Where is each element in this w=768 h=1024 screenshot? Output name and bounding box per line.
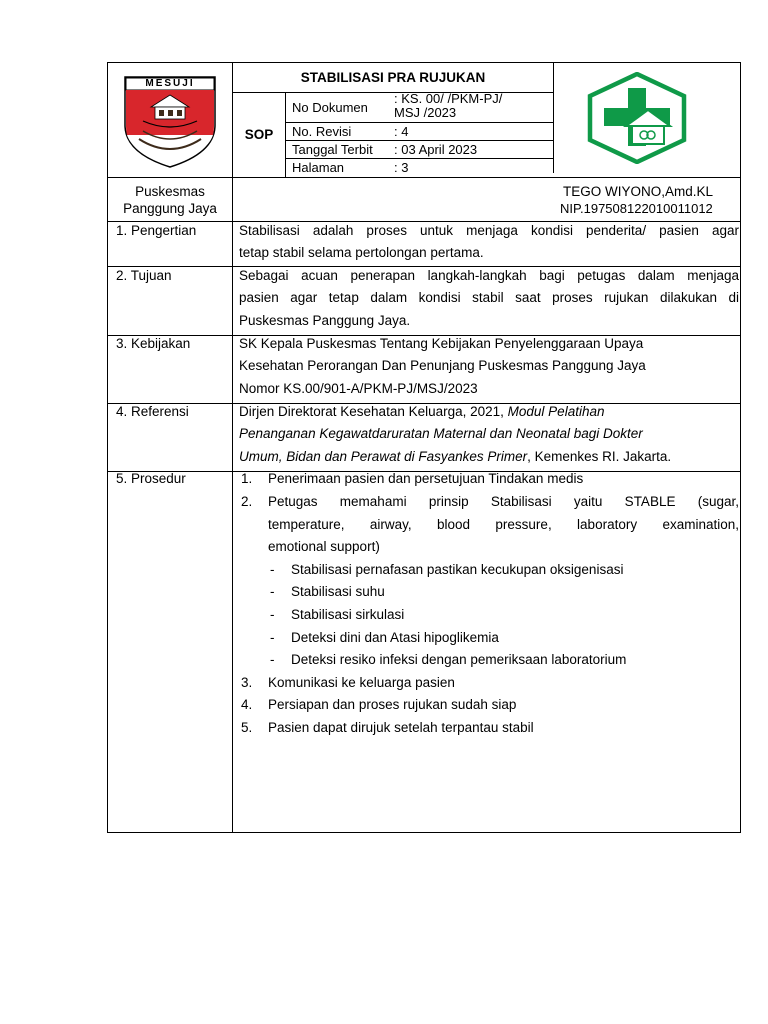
sub-item-dash: -	[270, 607, 275, 622]
step-text-line2: temperature, airway, blood pressure, laboratory examination,	[268, 517, 739, 532]
field-value-halaman: : 3	[394, 160, 409, 175]
referensi-line1-italic: Modul Pelatihan	[507, 404, 605, 419]
field-value-tanggal-terbit: : 03 April 2023	[394, 142, 478, 157]
header-bottom-line	[108, 177, 740, 178]
step-number: 1.	[241, 471, 253, 486]
tujuan-line3: Puskesmas Panggung Jaya.	[239, 313, 411, 328]
referensi-line1	[239, 401, 604, 424]
field-label-no-dokumen: No Dokumen	[292, 100, 368, 115]
sub-item: Stabilisasi suhu	[291, 584, 385, 599]
step-number: 4.	[241, 697, 253, 712]
sub-item: Stabilisasi pernafasan pastikan kecukupan oksigenisasi	[291, 562, 624, 577]
step-number: 2.	[241, 494, 253, 509]
sub-item-dash: -	[270, 630, 275, 645]
pengertian-line2: tetap stabil selama pertolongan pertama.	[239, 245, 484, 260]
field-label-no-revisi: No. Revisi	[292, 124, 352, 139]
step-text: Pasien dapat dirujuk setelah terpantau stabil	[268, 720, 534, 735]
kebijakan-line2: Kesehatan Perorangan Dan Penunjang Puskesmas Panggung Jaya	[239, 358, 646, 373]
sub-item: Deteksi resiko infeksi dengan pemeriksaan laboratorium	[291, 652, 627, 667]
document-title: STABILISASI PRA RUJUKAN	[300, 70, 486, 85]
field-divider-2	[285, 140, 554, 141]
step-text: Persiapan dan proses rujukan sudah siap	[268, 697, 517, 712]
sub-item-dash: -	[270, 652, 275, 667]
field-divider-1	[285, 122, 554, 123]
tujuan-line1: Sebagai acuan penerapan langkah-langkah bagi petugas dalam menjaga	[239, 268, 739, 283]
field-value-no-dokumen-1: : KS. 00/ /PKM-PJ/	[394, 91, 503, 106]
step-text-line1: Petugas memahami prinsip Stabilisasi yaitu STABLE (sugar,	[268, 494, 739, 509]
section-label-kebijakan: 3. Kebijakan	[116, 336, 191, 351]
signer-name: TEGO WIYONO,Amd.KL	[563, 184, 714, 199]
sub-item-dash: -	[270, 584, 275, 599]
referensi-line2: Penanganan Kegawatdaruratan Maternal dan Neonatal bagi Dokter	[239, 426, 643, 441]
referensi-line3-italic: Umum, Bidan dan Perawat di Fasyankes Primer	[239, 449, 528, 464]
section-label-pengertian: 1. Pengertian	[116, 223, 197, 238]
puskesmas-logo	[586, 72, 688, 164]
signer-nip: NIP.197508122010011012	[560, 201, 713, 216]
step-text-line3: emotional support)	[268, 539, 380, 554]
referensi-line1-normal: Dirjen Direktorat Kesehatan Keluarga, 2021,	[239, 404, 508, 419]
kebijakan-line3: Nomor KS.00/901-A/PKM-PJ/MSJ/2023	[239, 381, 478, 396]
section-label-prosedur: 5. Prosedur	[116, 471, 186, 486]
step-number: 3.	[241, 675, 253, 690]
kebijakan-line1: SK Kepala Puskesmas Tentang Kebijakan Penyelenggaraan Upaya	[239, 336, 644, 351]
sop-divider	[285, 92, 286, 178]
mesuji-logo-text: MESUJI	[145, 78, 195, 89]
field-value-no-dokumen-2: MSJ /2023	[394, 105, 457, 120]
pengertian-line1: Stabilisasi adalah proses untuk menjaga kondisi penderita/ pasien agar	[239, 223, 739, 238]
mesuji-logo	[121, 73, 219, 169]
field-label-halaman: Halaman	[292, 160, 345, 175]
sub-item: Stabilisasi sirkulasi	[291, 607, 405, 622]
step-text: Penerimaan pasien dan persetujuan Tindakan medis	[268, 471, 584, 486]
title-divider	[232, 92, 554, 93]
section-label-tujuan: 2. Tujuan	[116, 268, 172, 283]
field-value-no-revisi: : 4	[394, 124, 409, 139]
sub-item: Deteksi dini dan Atasi hipoglikemia	[291, 630, 499, 645]
step-number: 5.	[241, 720, 253, 735]
sop-label: SOP	[244, 127, 274, 142]
org-name-line2: Panggung Jaya	[123, 201, 217, 216]
field-label-tanggal-terbit: Tanggal Terbit	[292, 142, 373, 157]
referensi-line3	[239, 446, 671, 469]
sop-document	[107, 62, 741, 833]
field-divider-3	[285, 158, 554, 159]
column-divider-left	[232, 63, 233, 832]
column-divider-right	[553, 63, 554, 173]
step-text: Komunikasi ke keluarga pasien	[268, 675, 455, 690]
org-name-line1: Puskesmas	[135, 184, 205, 199]
referensi-line3-normal: , Kemenkes RI. Jakarta.	[527, 449, 672, 464]
tujuan-line2: pasien agar tetap dalam kondisi stabil saat proses rujukan dilakukan di	[239, 290, 739, 305]
sub-item-dash: -	[270, 562, 275, 577]
section-label-referensi: 4. Referensi	[116, 404, 189, 419]
